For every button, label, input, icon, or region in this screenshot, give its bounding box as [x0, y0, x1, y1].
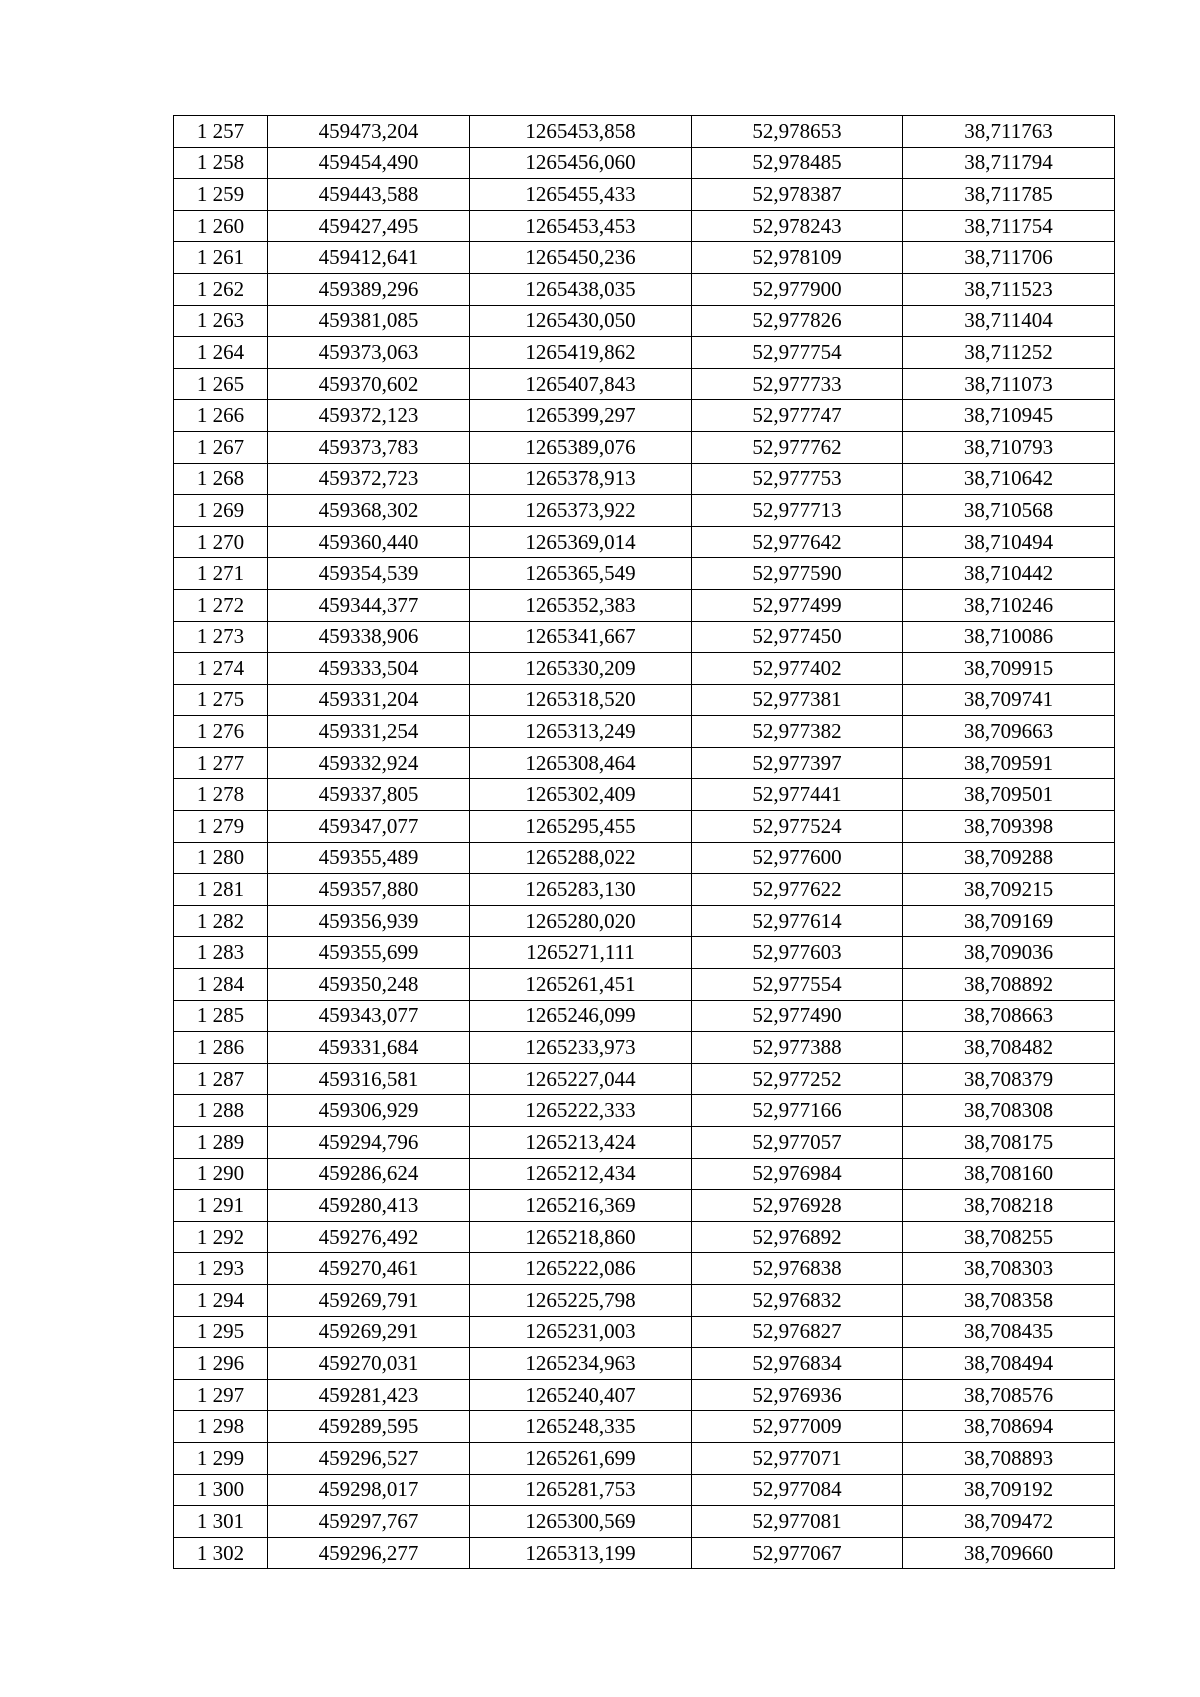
y-coordinate-cell: 1265280,020 — [470, 905, 692, 937]
y-coordinate-cell: 1265419,862 — [470, 337, 692, 369]
point-number-cell: 1 282 — [174, 905, 268, 937]
longitude-cell: 38,708435 — [903, 1316, 1115, 1348]
longitude-cell: 38,709036 — [903, 937, 1115, 969]
x-coordinate-cell: 459331,684 — [268, 1032, 470, 1064]
point-number-cell: 1 264 — [174, 337, 268, 369]
longitude-cell: 38,711754 — [903, 210, 1115, 242]
x-coordinate-cell: 459297,767 — [268, 1506, 470, 1538]
point-number-cell: 1 261 — [174, 242, 268, 274]
y-coordinate-cell: 1265288,022 — [470, 842, 692, 874]
latitude-cell: 52,977622 — [692, 874, 903, 906]
x-coordinate-cell: 459350,248 — [268, 969, 470, 1001]
point-number-cell: 1 297 — [174, 1379, 268, 1411]
x-coordinate-cell: 459344,377 — [268, 589, 470, 621]
latitude-cell: 52,977381 — [692, 684, 903, 716]
longitude-cell: 38,708694 — [903, 1411, 1115, 1443]
point-number-cell: 1 287 — [174, 1063, 268, 1095]
longitude-cell: 38,711706 — [903, 242, 1115, 274]
x-coordinate-cell: 459332,924 — [268, 747, 470, 779]
point-number-cell: 1 289 — [174, 1127, 268, 1159]
longitude-cell: 38,708160 — [903, 1158, 1115, 1190]
x-coordinate-cell: 459333,504 — [268, 653, 470, 685]
point-number-cell: 1 295 — [174, 1316, 268, 1348]
y-coordinate-cell: 1265450,236 — [470, 242, 692, 274]
table-row — [174, 210, 1115, 242]
y-coordinate-cell: 1265240,407 — [470, 1379, 692, 1411]
y-coordinate-cell: 1265378,913 — [470, 463, 692, 495]
longitude-cell: 38,711794 — [903, 147, 1115, 179]
table-row — [174, 1190, 1115, 1222]
table-row — [174, 1474, 1115, 1506]
x-coordinate-cell: 459270,461 — [268, 1253, 470, 1285]
table-row — [174, 1127, 1115, 1159]
table-row — [174, 1032, 1115, 1064]
point-number-cell: 1 263 — [174, 305, 268, 337]
latitude-cell: 52,977166 — [692, 1095, 903, 1127]
longitude-cell: 38,708892 — [903, 969, 1115, 1001]
longitude-cell: 38,710494 — [903, 526, 1115, 558]
x-coordinate-cell: 459331,254 — [268, 716, 470, 748]
table-row — [174, 779, 1115, 811]
point-number-cell: 1 273 — [174, 621, 268, 653]
longitude-cell: 38,711763 — [903, 116, 1115, 148]
x-coordinate-cell: 459473,204 — [268, 116, 470, 148]
y-coordinate-cell: 1265453,858 — [470, 116, 692, 148]
point-number-cell: 1 275 — [174, 684, 268, 716]
y-coordinate-cell: 1265227,044 — [470, 1063, 692, 1095]
point-number-cell: 1 291 — [174, 1190, 268, 1222]
point-number-cell: 1 283 — [174, 937, 268, 969]
x-coordinate-cell: 459347,077 — [268, 811, 470, 843]
latitude-cell: 52,977067 — [692, 1537, 903, 1569]
table-row — [174, 969, 1115, 1001]
table-row — [174, 1253, 1115, 1285]
point-number-cell: 1 262 — [174, 273, 268, 305]
y-coordinate-cell: 1265216,369 — [470, 1190, 692, 1222]
point-number-cell: 1 281 — [174, 874, 268, 906]
point-number-cell: 1 294 — [174, 1284, 268, 1316]
latitude-cell: 52,978653 — [692, 116, 903, 148]
latitude-cell: 52,977900 — [692, 273, 903, 305]
table-row — [174, 621, 1115, 653]
x-coordinate-cell: 459381,085 — [268, 305, 470, 337]
table-row — [174, 273, 1115, 305]
point-number-cell: 1 271 — [174, 558, 268, 590]
y-coordinate-cell: 1265246,099 — [470, 1000, 692, 1032]
y-coordinate-cell: 1265222,086 — [470, 1253, 692, 1285]
point-number-cell: 1 301 — [174, 1506, 268, 1538]
y-coordinate-cell: 1265341,667 — [470, 621, 692, 653]
point-number-cell: 1 260 — [174, 210, 268, 242]
x-coordinate-cell: 459389,296 — [268, 273, 470, 305]
point-number-cell: 1 258 — [174, 147, 268, 179]
x-coordinate-cell: 459289,595 — [268, 1411, 470, 1443]
x-coordinate-cell: 459280,413 — [268, 1190, 470, 1222]
longitude-cell: 38,709660 — [903, 1537, 1115, 1569]
latitude-cell: 52,977057 — [692, 1127, 903, 1159]
longitude-cell: 38,709398 — [903, 811, 1115, 843]
table-row — [174, 905, 1115, 937]
x-coordinate-cell: 459276,492 — [268, 1221, 470, 1253]
x-coordinate-cell: 459355,699 — [268, 937, 470, 969]
y-coordinate-cell: 1265281,753 — [470, 1474, 692, 1506]
x-coordinate-cell: 459443,588 — [268, 179, 470, 211]
latitude-cell: 52,977753 — [692, 463, 903, 495]
latitude-cell: 52,977252 — [692, 1063, 903, 1095]
point-number-cell: 1 290 — [174, 1158, 268, 1190]
latitude-cell: 52,977388 — [692, 1032, 903, 1064]
table-row — [174, 937, 1115, 969]
table-row — [174, 1221, 1115, 1253]
longitude-cell: 38,710442 — [903, 558, 1115, 590]
point-number-cell: 1 302 — [174, 1537, 268, 1569]
x-coordinate-cell: 459368,302 — [268, 495, 470, 527]
point-number-cell: 1 284 — [174, 969, 268, 1001]
point-number-cell: 1 268 — [174, 463, 268, 495]
point-number-cell: 1 298 — [174, 1411, 268, 1443]
x-coordinate-cell: 459281,423 — [268, 1379, 470, 1411]
y-coordinate-cell: 1265369,014 — [470, 526, 692, 558]
table-row — [174, 1411, 1115, 1443]
point-number-cell: 1 300 — [174, 1474, 268, 1506]
table-row — [174, 400, 1115, 432]
x-coordinate-cell: 459360,440 — [268, 526, 470, 558]
x-coordinate-cell: 459306,929 — [268, 1095, 470, 1127]
latitude-cell: 52,977490 — [692, 1000, 903, 1032]
y-coordinate-cell: 1265308,464 — [470, 747, 692, 779]
y-coordinate-cell: 1265300,569 — [470, 1506, 692, 1538]
longitude-cell: 38,711073 — [903, 368, 1115, 400]
latitude-cell: 52,977600 — [692, 842, 903, 874]
point-number-cell: 1 266 — [174, 400, 268, 432]
y-coordinate-cell: 1265407,843 — [470, 368, 692, 400]
longitude-cell: 38,709663 — [903, 716, 1115, 748]
longitude-cell: 38,708358 — [903, 1284, 1115, 1316]
table-row — [174, 116, 1115, 148]
table-row — [174, 495, 1115, 527]
x-coordinate-cell: 459427,495 — [268, 210, 470, 242]
longitude-cell: 38,709192 — [903, 1474, 1115, 1506]
y-coordinate-cell: 1265233,973 — [470, 1032, 692, 1064]
latitude-cell: 52,977084 — [692, 1474, 903, 1506]
y-coordinate-cell: 1265352,383 — [470, 589, 692, 621]
latitude-cell: 52,977603 — [692, 937, 903, 969]
x-coordinate-cell: 459298,017 — [268, 1474, 470, 1506]
point-number-cell: 1 288 — [174, 1095, 268, 1127]
y-coordinate-cell: 1265271,111 — [470, 937, 692, 969]
latitude-cell: 52,977441 — [692, 779, 903, 811]
point-number-cell: 1 277 — [174, 747, 268, 779]
point-number-cell: 1 293 — [174, 1253, 268, 1285]
point-number-cell: 1 269 — [174, 495, 268, 527]
table-row — [174, 842, 1115, 874]
longitude-cell: 38,708255 — [903, 1221, 1115, 1253]
coordinates-table-body — [174, 116, 1115, 1569]
point-number-cell: 1 257 — [174, 116, 268, 148]
x-coordinate-cell: 459269,791 — [268, 1284, 470, 1316]
latitude-cell: 52,976936 — [692, 1379, 903, 1411]
x-coordinate-cell: 459357,880 — [268, 874, 470, 906]
x-coordinate-cell: 459356,939 — [268, 905, 470, 937]
latitude-cell: 52,977590 — [692, 558, 903, 590]
y-coordinate-cell: 1265330,209 — [470, 653, 692, 685]
y-coordinate-cell: 1265373,922 — [470, 495, 692, 527]
table-row — [174, 463, 1115, 495]
latitude-cell: 52,977754 — [692, 337, 903, 369]
y-coordinate-cell: 1265261,451 — [470, 969, 692, 1001]
table-row — [174, 1348, 1115, 1380]
longitude-cell: 38,710568 — [903, 495, 1115, 527]
table-row — [174, 179, 1115, 211]
point-number-cell: 1 272 — [174, 589, 268, 621]
x-coordinate-cell: 459372,723 — [268, 463, 470, 495]
point-number-cell: 1 292 — [174, 1221, 268, 1253]
coordinates-table — [173, 115, 1115, 1569]
longitude-cell: 38,708893 — [903, 1442, 1115, 1474]
table-row — [174, 337, 1115, 369]
table-row — [174, 1063, 1115, 1095]
longitude-cell: 38,709915 — [903, 653, 1115, 685]
longitude-cell: 38,708218 — [903, 1190, 1115, 1222]
longitude-cell: 38,708303 — [903, 1253, 1115, 1285]
point-number-cell: 1 296 — [174, 1348, 268, 1380]
latitude-cell: 52,976827 — [692, 1316, 903, 1348]
latitude-cell: 52,977402 — [692, 653, 903, 685]
x-coordinate-cell: 459454,490 — [268, 147, 470, 179]
latitude-cell: 52,976834 — [692, 1348, 903, 1380]
point-number-cell: 1 285 — [174, 1000, 268, 1032]
table-row — [174, 305, 1115, 337]
table-row — [174, 653, 1115, 685]
latitude-cell: 52,977499 — [692, 589, 903, 621]
y-coordinate-cell: 1265318,520 — [470, 684, 692, 716]
latitude-cell: 52,977762 — [692, 431, 903, 463]
x-coordinate-cell: 459269,291 — [268, 1316, 470, 1348]
longitude-cell: 38,709501 — [903, 779, 1115, 811]
table-row — [174, 147, 1115, 179]
longitude-cell: 38,709741 — [903, 684, 1115, 716]
point-number-cell: 1 280 — [174, 842, 268, 874]
y-coordinate-cell: 1265313,199 — [470, 1537, 692, 1569]
longitude-cell: 38,711785 — [903, 179, 1115, 211]
table-row — [174, 684, 1115, 716]
table-row — [174, 431, 1115, 463]
y-coordinate-cell: 1265399,297 — [470, 400, 692, 432]
table-row — [174, 747, 1115, 779]
latitude-cell: 52,977524 — [692, 811, 903, 843]
y-coordinate-cell: 1265438,035 — [470, 273, 692, 305]
table-row — [174, 811, 1115, 843]
latitude-cell: 52,977713 — [692, 495, 903, 527]
x-coordinate-cell: 459370,602 — [268, 368, 470, 400]
latitude-cell: 52,978485 — [692, 147, 903, 179]
table-row — [174, 1316, 1115, 1348]
latitude-cell: 52,977071 — [692, 1442, 903, 1474]
latitude-cell: 52,978109 — [692, 242, 903, 274]
longitude-cell: 38,711523 — [903, 273, 1115, 305]
longitude-cell: 38,709591 — [903, 747, 1115, 779]
y-coordinate-cell: 1265234,963 — [470, 1348, 692, 1380]
latitude-cell: 52,978243 — [692, 210, 903, 242]
x-coordinate-cell: 459296,527 — [268, 1442, 470, 1474]
x-coordinate-cell: 459316,581 — [268, 1063, 470, 1095]
y-coordinate-cell: 1265302,409 — [470, 779, 692, 811]
y-coordinate-cell: 1265453,453 — [470, 210, 692, 242]
longitude-cell: 38,709288 — [903, 842, 1115, 874]
y-coordinate-cell: 1265213,424 — [470, 1127, 692, 1159]
point-number-cell: 1 299 — [174, 1442, 268, 1474]
latitude-cell: 52,976832 — [692, 1284, 903, 1316]
longitude-cell: 38,709215 — [903, 874, 1115, 906]
longitude-cell: 38,708576 — [903, 1379, 1115, 1411]
latitude-cell: 52,978387 — [692, 179, 903, 211]
table-row — [174, 526, 1115, 558]
table-row — [174, 1284, 1115, 1316]
table-row — [174, 558, 1115, 590]
latitude-cell: 52,976838 — [692, 1253, 903, 1285]
table-row — [174, 1000, 1115, 1032]
x-coordinate-cell: 459331,204 — [268, 684, 470, 716]
y-coordinate-cell: 1265248,335 — [470, 1411, 692, 1443]
y-coordinate-cell: 1265225,798 — [470, 1284, 692, 1316]
longitude-cell: 38,708379 — [903, 1063, 1115, 1095]
point-number-cell: 1 286 — [174, 1032, 268, 1064]
table-row — [174, 874, 1115, 906]
point-number-cell: 1 267 — [174, 431, 268, 463]
latitude-cell: 52,976892 — [692, 1221, 903, 1253]
x-coordinate-cell: 459337,805 — [268, 779, 470, 811]
x-coordinate-cell: 459354,539 — [268, 558, 470, 590]
longitude-cell: 38,710945 — [903, 400, 1115, 432]
longitude-cell: 38,711252 — [903, 337, 1115, 369]
point-number-cell: 1 265 — [174, 368, 268, 400]
longitude-cell: 38,708494 — [903, 1348, 1115, 1380]
y-coordinate-cell: 1265231,003 — [470, 1316, 692, 1348]
x-coordinate-cell: 459355,489 — [268, 842, 470, 874]
longitude-cell: 38,710086 — [903, 621, 1115, 653]
table-row — [174, 1442, 1115, 1474]
table-row — [174, 1506, 1115, 1538]
x-coordinate-cell: 459286,624 — [268, 1158, 470, 1190]
latitude-cell: 52,977614 — [692, 905, 903, 937]
y-coordinate-cell: 1265430,050 — [470, 305, 692, 337]
y-coordinate-cell: 1265455,433 — [470, 179, 692, 211]
latitude-cell: 52,977554 — [692, 969, 903, 1001]
table-row — [174, 242, 1115, 274]
latitude-cell: 52,977642 — [692, 526, 903, 558]
x-coordinate-cell: 459373,063 — [268, 337, 470, 369]
longitude-cell: 38,709169 — [903, 905, 1115, 937]
x-coordinate-cell: 459296,277 — [268, 1537, 470, 1569]
latitude-cell: 52,976928 — [692, 1190, 903, 1222]
y-coordinate-cell: 1265389,076 — [470, 431, 692, 463]
longitude-cell: 38,708663 — [903, 1000, 1115, 1032]
longitude-cell: 38,709472 — [903, 1506, 1115, 1538]
x-coordinate-cell: 459343,077 — [268, 1000, 470, 1032]
x-coordinate-cell: 459372,123 — [268, 400, 470, 432]
y-coordinate-cell: 1265313,249 — [470, 716, 692, 748]
y-coordinate-cell: 1265365,549 — [470, 558, 692, 590]
longitude-cell: 38,708175 — [903, 1127, 1115, 1159]
latitude-cell: 52,977450 — [692, 621, 903, 653]
y-coordinate-cell: 1265295,455 — [470, 811, 692, 843]
x-coordinate-cell: 459294,796 — [268, 1127, 470, 1159]
table-row — [174, 1158, 1115, 1190]
longitude-cell: 38,710642 — [903, 463, 1115, 495]
y-coordinate-cell: 1265283,130 — [470, 874, 692, 906]
latitude-cell: 52,977081 — [692, 1506, 903, 1538]
y-coordinate-cell: 1265261,699 — [470, 1442, 692, 1474]
longitude-cell: 38,708482 — [903, 1032, 1115, 1064]
y-coordinate-cell: 1265218,860 — [470, 1221, 692, 1253]
y-coordinate-cell: 1265212,434 — [470, 1158, 692, 1190]
table-row — [174, 1379, 1115, 1411]
table-row — [174, 368, 1115, 400]
latitude-cell: 52,976984 — [692, 1158, 903, 1190]
point-number-cell: 1 276 — [174, 716, 268, 748]
table-row — [174, 589, 1115, 621]
point-number-cell: 1 259 — [174, 179, 268, 211]
point-number-cell: 1 279 — [174, 811, 268, 843]
point-number-cell: 1 274 — [174, 653, 268, 685]
table-row — [174, 1095, 1115, 1127]
x-coordinate-cell: 459412,641 — [268, 242, 470, 274]
x-coordinate-cell: 459373,783 — [268, 431, 470, 463]
x-coordinate-cell: 459270,031 — [268, 1348, 470, 1380]
y-coordinate-cell: 1265456,060 — [470, 147, 692, 179]
longitude-cell: 38,711404 — [903, 305, 1115, 337]
longitude-cell: 38,710793 — [903, 431, 1115, 463]
point-number-cell: 1 270 — [174, 526, 268, 558]
table-row — [174, 1537, 1115, 1569]
latitude-cell: 52,977826 — [692, 305, 903, 337]
longitude-cell: 38,710246 — [903, 589, 1115, 621]
latitude-cell: 52,977747 — [692, 400, 903, 432]
table-row — [174, 716, 1115, 748]
latitude-cell: 52,977382 — [692, 716, 903, 748]
x-coordinate-cell: 459338,906 — [268, 621, 470, 653]
longitude-cell: 38,708308 — [903, 1095, 1115, 1127]
latitude-cell: 52,977009 — [692, 1411, 903, 1443]
y-coordinate-cell: 1265222,333 — [470, 1095, 692, 1127]
point-number-cell: 1 278 — [174, 779, 268, 811]
latitude-cell: 52,977733 — [692, 368, 903, 400]
latitude-cell: 52,977397 — [692, 747, 903, 779]
